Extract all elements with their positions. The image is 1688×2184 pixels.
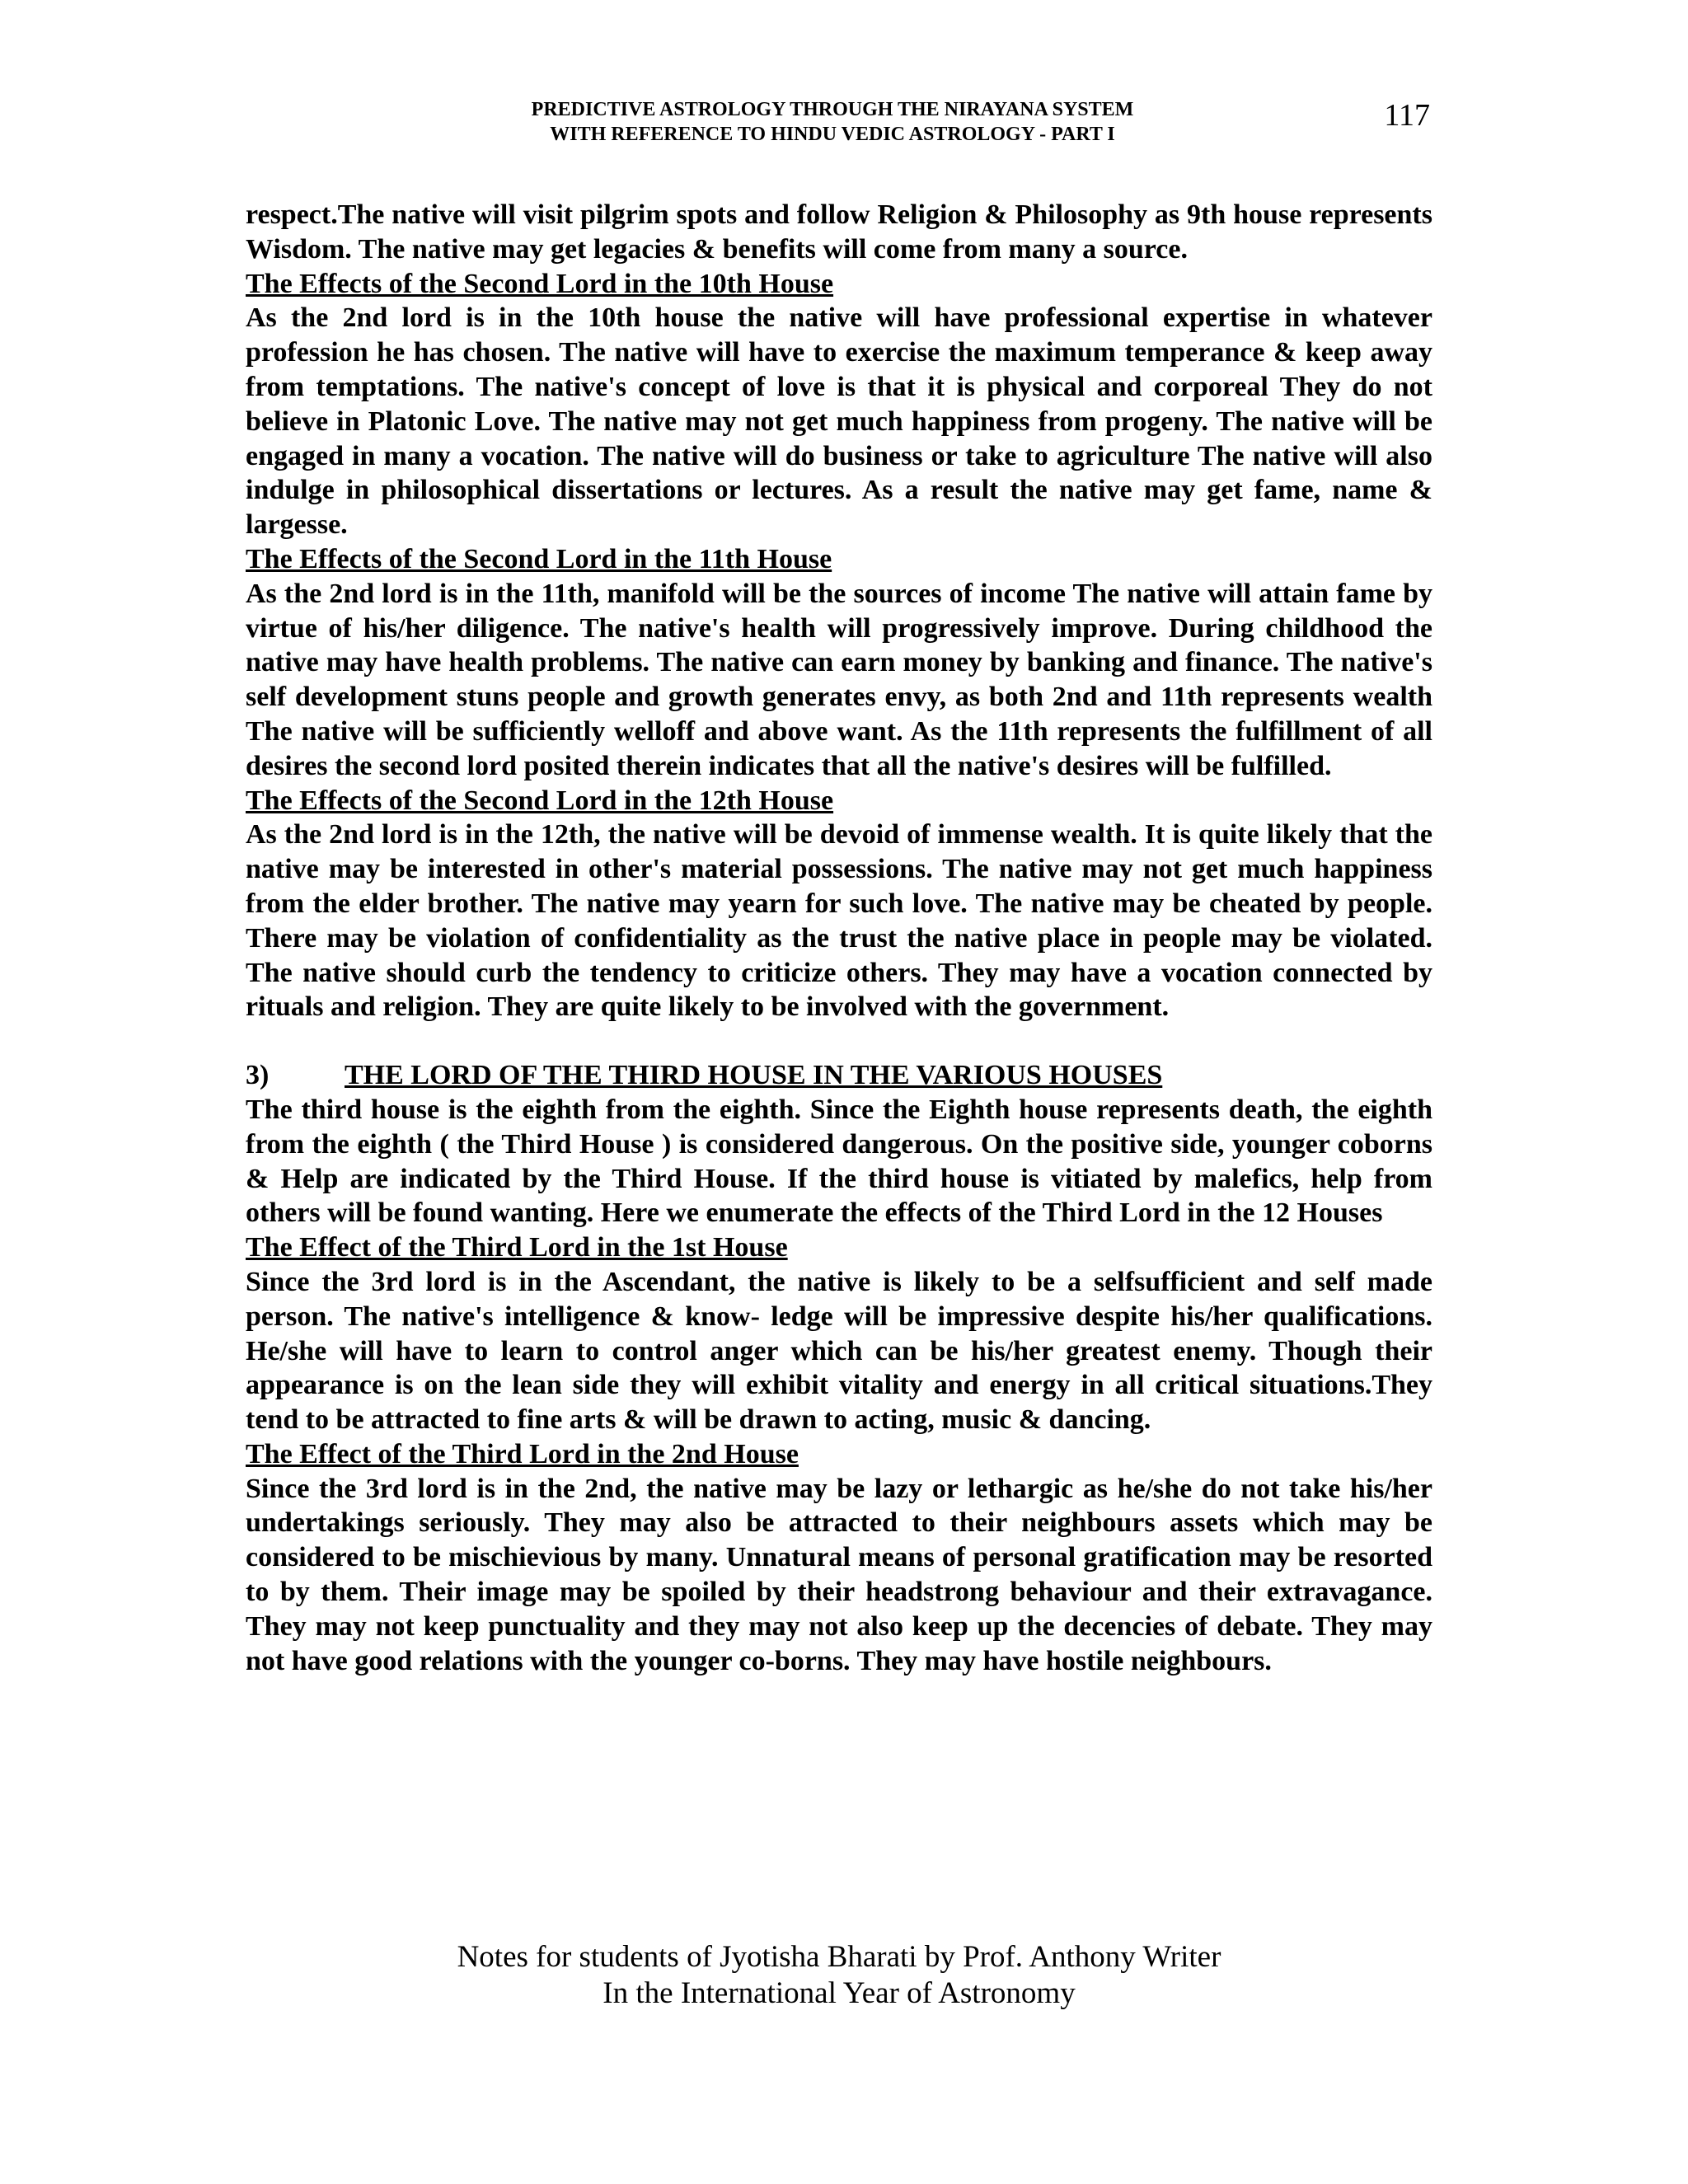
page-footer (246, 1939, 1432, 2012)
page-number: 117 (1384, 98, 1430, 133)
main-text (246, 198, 1432, 1678)
paragraph-third-lord-1st: Since the 3rd lord is in the Ascendant, the native is likely to be a selfsufficient and self made person. The native's intelligence & know- ledge will be impressive despite his/her qualifications. He/she will have to learn to control anger which can be his/her greatest enemy. Though their appearance is on the lean side they will exhibit vitality and energy in all critical situations.They tend to be attracted to fine arts & will be drawn to acting, music & dancing. (246, 1266, 1432, 1436)
paragraph-second-lord-12th: As the 2nd lord is in the 12th, the native will be devoid of immense wealth. It is quite likely that the native may be interested in other's material possessions. The native may not get much happiness from the elder brother. The native may yearn for such love. The native may be cheated by people. There may be violation of confidentiality as the trust the native place in people may be violated. The native should curb the tendency to criticize others. They may have a vocation connected by rituals and religion. They are quite likely to be involved with the government. (246, 819, 1432, 1023)
subheading-second-lord-11th: The Effects of the Second Lord in the 11th House (246, 543, 832, 574)
footer-line-2: In the International Year of Astronomy (603, 1976, 1076, 2010)
paragraph-third-lord-2nd: Since the 3rd lord is in the 2nd, the native may be lazy or lethargic as he/she do not take his/her undertakings seriously. They may also be attracted to their neighbours assets which may be considered to be mischievious by many. Unnatural means of personal gratification may be resorted to by them. Their image may be spoiled by their headstrong behaviour and their extravagance. They may not keep punctuality and they may not also keep up the decencies of debate. They may not have good relations with the younger co-borns. They may have hostile neighbours. (246, 1473, 1432, 1676)
subheading-second-lord-12th: The Effects of the Second Lord in the 12th House (246, 785, 834, 816)
paragraph-second-lord-10th: As the 2nd lord is in the 10th house the native will have professional expertise in whatever profession he has chosen. The native will have to exercise the maximum temperance & keep away from temptations. The native's concept of love is that it is physical and corporeal They do not believe in Platonic Love. The native may not get much happiness from progeny. The native will be engaged in many a vocation. The native will do business or take to agriculture The native will also indulge in philosophical dissertations or lectures. As a result the native may get fame, name & largesse. (246, 302, 1432, 541)
header-line-2: WITH REFERENCE TO HINDU VEDIC ASTROLOGY - PART I (550, 124, 1115, 145)
subheading-third-lord-2nd: The Effect of the Third Lord in the 2nd House (246, 1438, 799, 1469)
section-title: THE LORD OF THE THIRD HOUSE IN THE VARIOUS HOUSES (345, 1060, 1163, 1091)
footer-line-1: Notes for students of Jyotisha Bharati by Prof. Anthony Writer (457, 1940, 1221, 1974)
paragraph-third-house-intro: The third house is the eighth from the eighth. Since the Eighth house represents death, the eighth from the eighth ( the Third House ) is considered dangerous. On the positive side, younger coborns & Help are indicated by the Third House. If the third house is vitiated by malefics, help from others will be found wanting. Here we enumerate the effects of the Third Lord in the 12 Houses (246, 1094, 1432, 1229)
section-heading-third-house (246, 1058, 1432, 1093)
subheading-second-lord-10th: The Effects of the Second Lord in the 10th House (246, 268, 834, 299)
running-header (363, 97, 1302, 147)
subheading-third-lord-1st: The Effect of the Third Lord in the 1st House (246, 1232, 788, 1263)
header-line-1: PREDICTIVE ASTROLOGY THROUGH THE NIRAYANA SYSTEM (531, 99, 1134, 120)
paragraph-second-lord-11th: As the 2nd lord is in the 11th, manifold will be the sources of income The native will attain fame by virtue of his/her diligence. The native's health will progressively improve. During childhood the native may have health problems. The native can earn money by banking and finance. The native's self development stuns people and growth generates envy, as both 2nd and 11th represents wealth The native will be sufficiently welloff and above want. As the 11th represents the fulfillment of all desires the second lord posited therein indicates that all the native's desires will be fulfilled. (246, 578, 1432, 781)
section-number: 3) (246, 1060, 270, 1091)
paragraph-continued: respect.The native will visit pilgrim spots and follow Religion & Philosophy as 9th house represents Wisdom. The native may get legacies & benefits will come from many a source. (246, 199, 1432, 265)
